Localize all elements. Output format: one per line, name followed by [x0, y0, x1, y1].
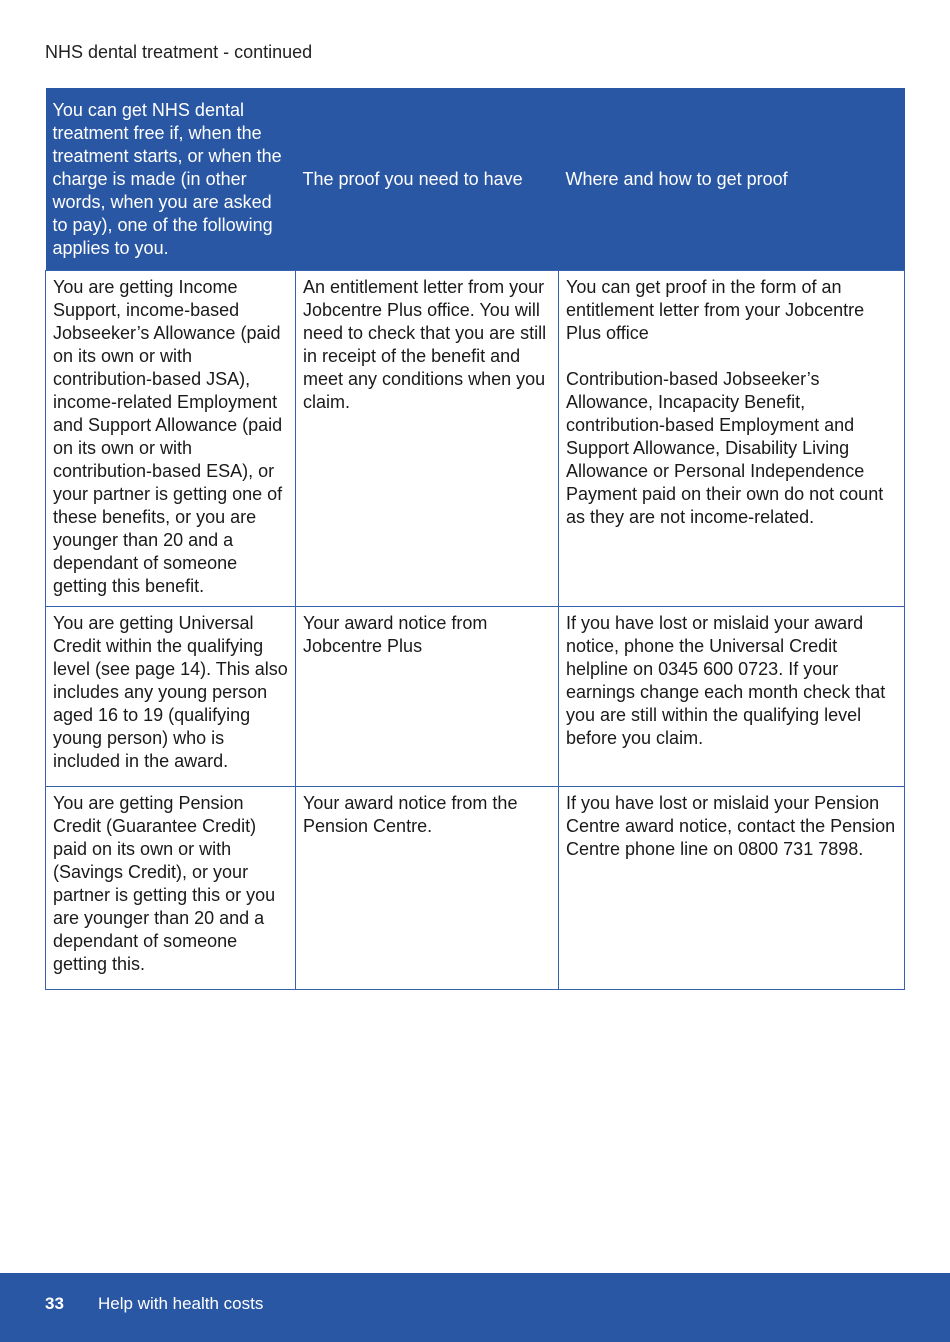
page-footer [0, 1273, 950, 1342]
cell-where-paragraph: You can get proof in the form of an entitlement letter from your Jobcentre Plus office [566, 277, 865, 343]
cell-condition: You are getting Income Support, income-based Jobseeker’s Allowance (paid on its own or with contribution-based JSA), income-related Employment and Support Allowance (paid on its own or with contribution-based ESA), or your partner is getting one of these benefits, or you are younger than 20 and a dependant of someone getting this benefit. [46, 271, 296, 607]
cell-where-paragraph: Contribution-based Jobseeker’s Allowance, Incapacity Benefit, contribution-based Employment and Support Allowance, Disability Living Allowance or Personal Independence Payment paid on their own do not count as they are not income-related. [566, 369, 884, 527]
cell-where: If you have lost or mislaid your award notice, phone the Universal Credit helpline on 0345 600 0723. If your earnings change each month check that you are still within the qualifying level before you claim. [559, 607, 905, 787]
cell-condition: You are getting Pension Credit (Guarantee Credit) paid on its own or with (Savings Credit), or your partner is getting this or you are younger than 20 and a dependant of someone getting this. [46, 787, 296, 990]
entitlement-table [45, 88, 905, 990]
cell-proof: An entitlement letter from your Jobcentre Plus office. You will need to check that you are still in receipt of the benefit and meet any conditions when you claim. [296, 271, 559, 607]
cell-condition: You are getting Universal Credit within the qualifying level (see page 14). This also includes any young person aged 16 to 19 (qualifying young person) who is included in the award. [46, 607, 296, 787]
cell-proof: Your award notice from Jobcentre Plus [296, 607, 559, 787]
table-row [46, 787, 905, 990]
table-header-row [46, 88, 905, 271]
cell-where: If you have lost or mislaid your Pension Centre award notice, contact the Pension Centre phone line on 0800 731 7898. [559, 787, 905, 990]
header-proof: The proof you need to have [296, 88, 559, 271]
entitlement-table-container [45, 88, 904, 990]
cell-where [559, 271, 905, 607]
running-header: NHS dental treatment - continued [45, 42, 313, 62]
header-where: Where and how to get proof [559, 88, 905, 271]
table-row [46, 607, 905, 787]
page-number: 33 [45, 1294, 64, 1313]
footer-title: Help with health costs [98, 1294, 264, 1313]
cell-proof: Your award notice from the Pension Centre. [296, 787, 559, 990]
header-condition: You can get NHS dental treatment free if, when the treatment starts, or when the charge is made (in other words, when you are asked to pay), one of the following applies to you. [46, 88, 296, 271]
table-row [46, 271, 905, 607]
